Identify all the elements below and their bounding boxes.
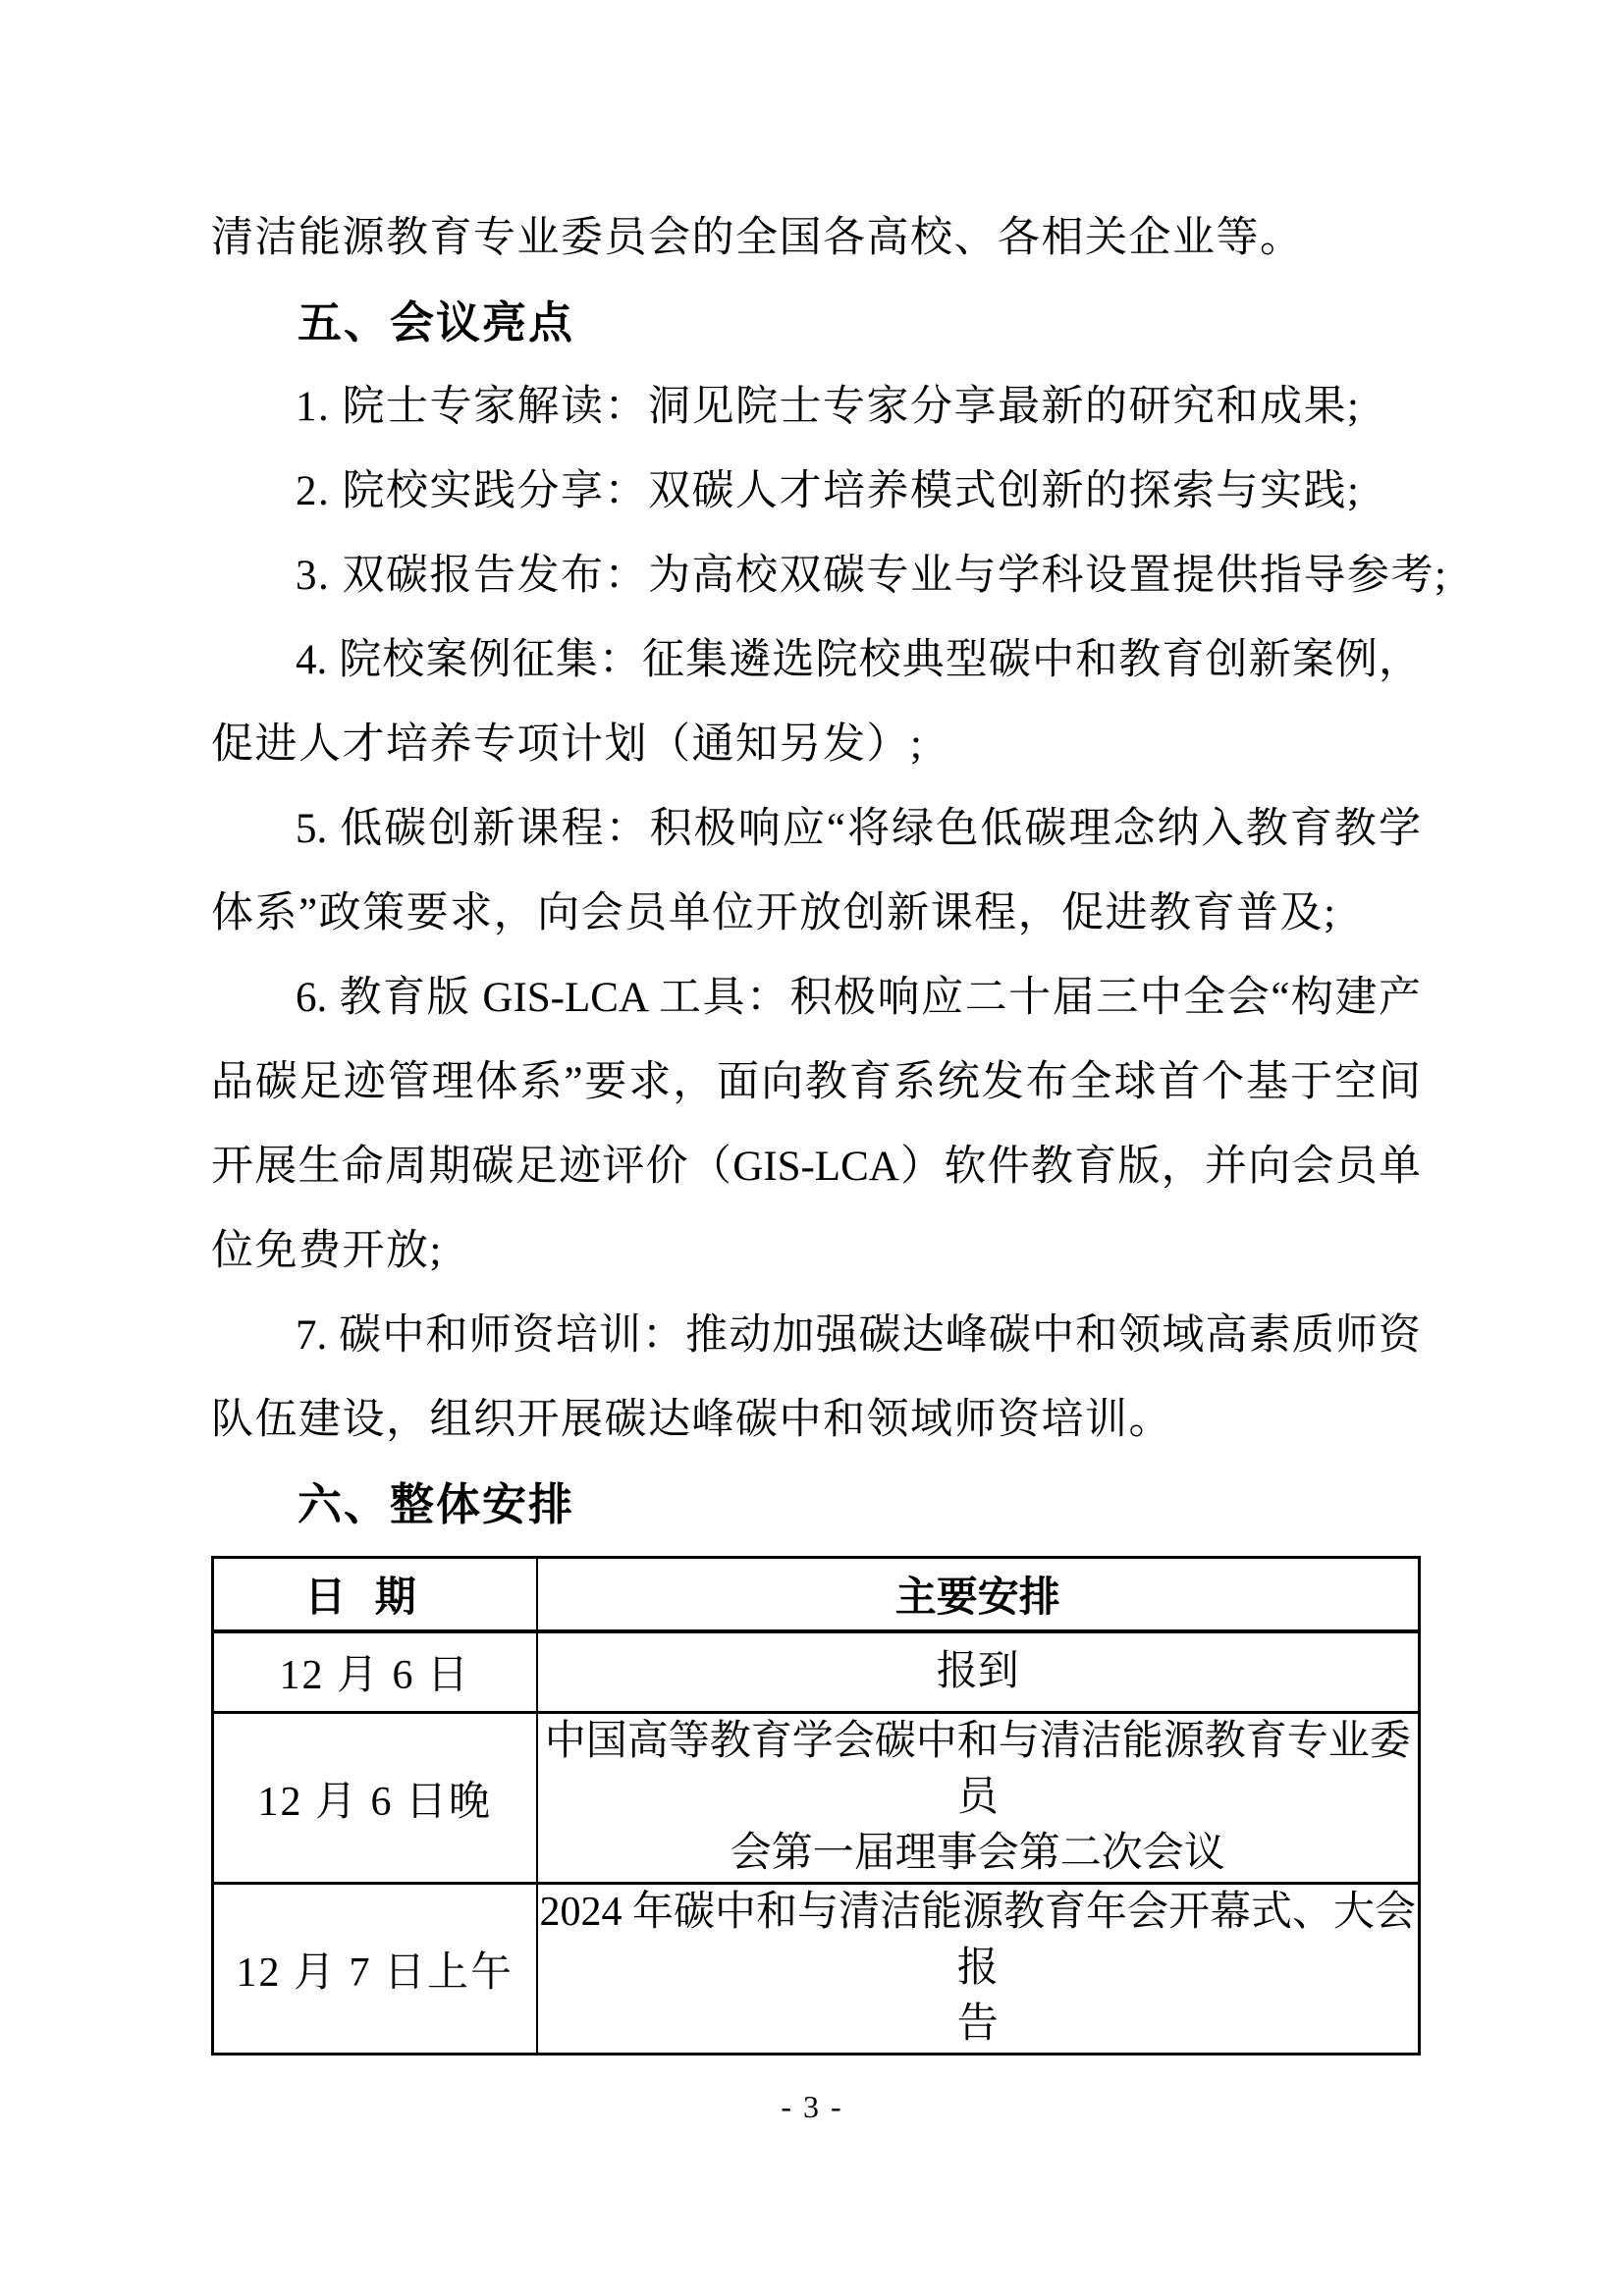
highlight-item-2: 2. 院校实践分享：双碳人才培养模式创新的探索与实践; [296, 468, 1361, 514]
arrangement-line: 会第一届理事会第二次会议 [730, 1831, 1225, 1876]
col-header-arrangement: 主要安排 [537, 1558, 1420, 1631]
highlight-item-6-line-2: 品碳足迹管理体系”要求，面向教育系统发布全球首个基于空间 [211, 1059, 1421, 1105]
highlight-item-3: 3. 双碳报告发布：为高校双碳专业与学科设置提供指导参考; [296, 553, 1448, 599]
schedule-table [211, 1556, 1421, 2056]
schedule-arrangement [537, 1631, 1420, 1713]
paragraph-continuation-line: 清洁能源教育专业委员会的全国各高校、各相关企业等。 [211, 215, 1304, 261]
arrangement-line: 告 [956, 2002, 999, 2047]
highlight-item-4-line-1: 4. 院校案例征集：征集遴选院校典型碳中和教育创新案例， [296, 637, 1421, 683]
highlight-item-1: 1. 院士专家解读：洞见院士专家分享最新的研究和成果; [296, 384, 1361, 430]
highlight-item-6-line-1: 6. 教育版 GIS-LCA 工具：积极响应二十届三中全会“构建产 [296, 975, 1421, 1021]
schedule-arrangement [537, 1713, 1420, 1884]
table-row [213, 1631, 1420, 1713]
col-header-date: 日期 [213, 1558, 537, 1631]
page-number: - 3 - [781, 2089, 843, 2124]
arrangement-line: 2024 年碳中和与清洁能源教育年会开幕式、大会报 [539, 1890, 1416, 1991]
schedule-date: 12 月 7 日上午 [213, 1884, 537, 2055]
highlight-item-4-line-2: 促进人才培养专项计划（通知另发）; [211, 721, 924, 768]
schedule-header-row [213, 1558, 1420, 1631]
highlight-item-7-line-2: 队伍建设，组织开展碳达峰碳中和领域师资培训。 [211, 1397, 1172, 1443]
highlight-item-7-line-1: 7. 碳中和师资培训：推动加强碳达峰碳中和领域高素质师资 [296, 1312, 1421, 1359]
schedule-date: 12 月 6 日晚 [213, 1713, 537, 1884]
table-row [213, 1884, 1420, 2055]
table-row [213, 1713, 1420, 1884]
section-6-heading: 六、整体安排 [298, 1479, 575, 1529]
arrangement-line: 中国高等教育学会碳中和与清洁能源教育专业委员 [544, 1719, 1411, 1820]
schedule-arrangement [537, 1884, 1420, 2055]
schedule-date: 12 月 6 日 [213, 1631, 537, 1713]
highlight-item-6-line-3: 开展生命周期碳足迹评价（GIS-LCA）软件教育版，并向会员单 [211, 1144, 1421, 1190]
document-body [211, 196, 1448, 1547]
arrangement-line: 报到 [936, 1648, 1019, 1694]
section-5-heading: 五、会议亮点 [298, 297, 575, 347]
highlight-item-5-line-2: 体系”政策要求，向会员单位开放创新课程，促进教育普及; [211, 890, 1337, 936]
highlight-item-6-line-4: 位免费开放; [211, 1228, 443, 1274]
highlight-item-5-line-1: 5. 低碳创新课程：积极响应“将绿色低碳理念纳入教育教学 [296, 806, 1421, 852]
